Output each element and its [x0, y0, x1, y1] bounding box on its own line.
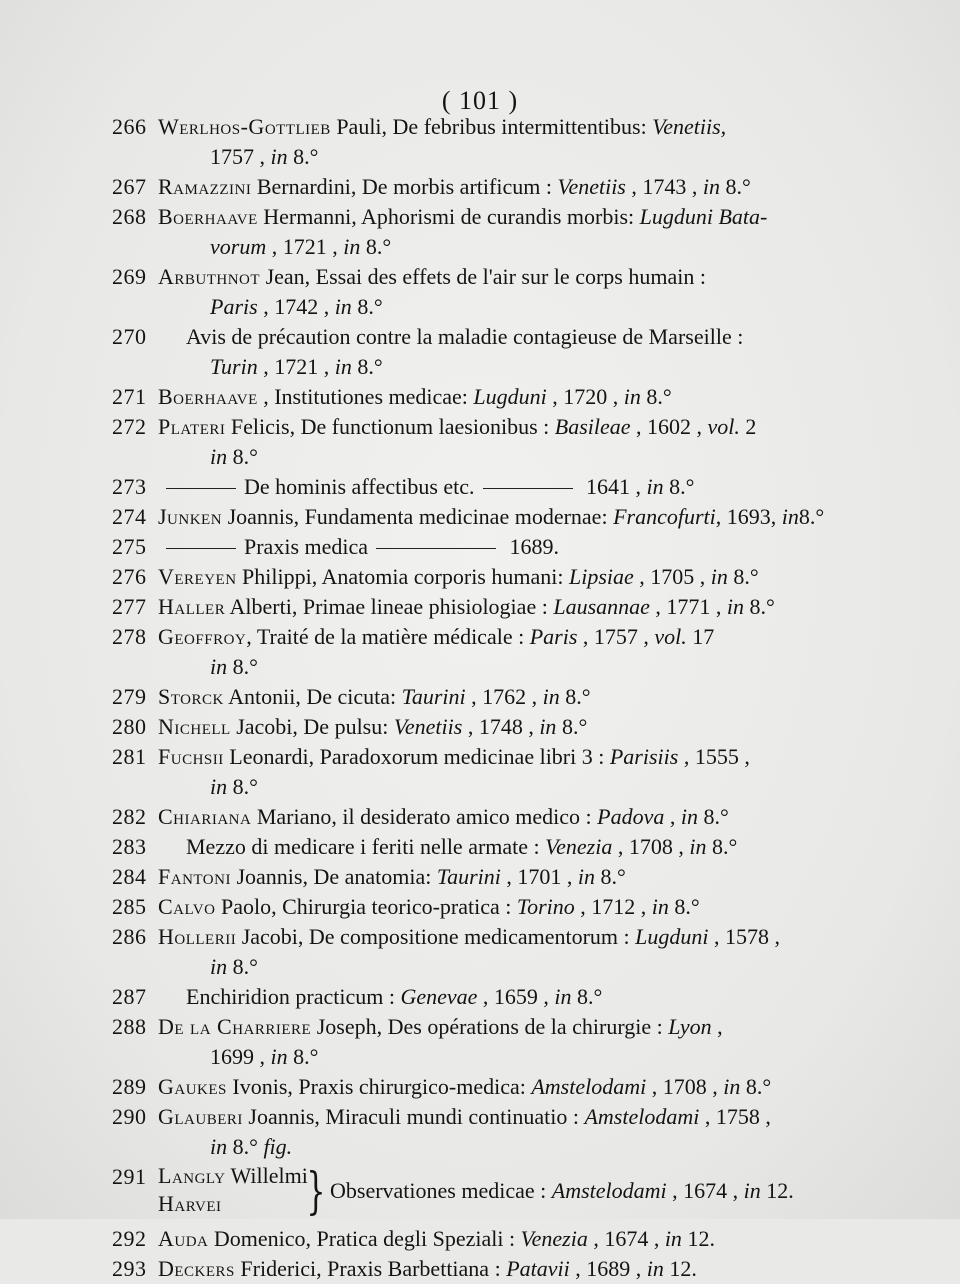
entry-number: 290	[112, 1104, 147, 1129]
work-title: , De functionum laesionibus :	[289, 414, 555, 439]
publication-year: , 1674 ,	[587, 1226, 665, 1251]
place-of-publication: Venetiis	[557, 174, 626, 199]
publication-year: , 1762 ,	[465, 684, 543, 709]
place-of-publication: Venezia	[545, 834, 613, 859]
format-size: 8.°	[351, 354, 383, 379]
format-size: 8.°	[571, 984, 603, 1009]
format-size: 12.	[760, 1178, 794, 1203]
author-name: Werlhos-Gottlieb	[158, 114, 331, 139]
publication-year: , 1674 ,	[666, 1178, 744, 1203]
format-prefix: in	[539, 714, 557, 739]
publication-year: , 1555 ,	[678, 744, 750, 769]
work-title: Enchiridion practicum :	[186, 984, 401, 1009]
place-of-publication: Lausannae	[553, 594, 650, 619]
work-title: , Praxis chirurgico-medica:	[287, 1074, 532, 1099]
publication-year: , 1578 ,	[708, 924, 781, 949]
place-of-publication: Taurini	[436, 864, 501, 889]
catalog-entry	[0, 802, 960, 832]
entry-line	[186, 982, 810, 1012]
work-title: , De cicuta:	[295, 684, 402, 709]
format-size: 8.°	[798, 504, 825, 529]
author-name: Langly	[158, 1163, 226, 1188]
format-prefix: in	[689, 834, 707, 859]
entry-number: 272	[112, 414, 147, 439]
entry-line	[158, 172, 810, 202]
author-given-name: Jacobi	[236, 924, 298, 949]
catalog-entry	[0, 622, 960, 682]
publication-year: , 1758 ,	[699, 1104, 771, 1129]
author-given-name: Bernardini	[251, 174, 351, 199]
format-size: 8.°	[744, 594, 775, 619]
author-name: Haller	[158, 594, 226, 619]
catalog-entry	[0, 682, 960, 712]
entry-line	[158, 1012, 810, 1042]
catalog-entry	[0, 922, 960, 982]
format-prefix: in	[542, 684, 560, 709]
figures-note: fig.	[263, 1134, 293, 1159]
entry-continuation	[210, 1042, 318, 1072]
place-of-publication: Lyon	[668, 1014, 712, 1039]
publication-year: , 1659 ,	[477, 984, 555, 1009]
page-number: ( 101 )	[441, 86, 519, 115]
format-size: 8.°	[595, 864, 626, 889]
place-of-publication: vorum	[210, 234, 267, 259]
place-of-publication: Paris	[210, 294, 258, 319]
catalog-entry	[0, 982, 960, 1012]
entry-line	[158, 112, 810, 142]
publication-year: , 1771 ,	[649, 594, 727, 619]
entry-line	[158, 262, 810, 292]
author-given-name: Domenico	[208, 1226, 306, 1251]
entry-continuation	[210, 952, 258, 982]
place-of-publication: Amstelodami	[531, 1074, 647, 1099]
format-prefix: in	[702, 174, 720, 199]
catalog-entry	[0, 892, 960, 922]
author-name: Boerhaave	[158, 204, 258, 229]
entry-number: 288	[112, 1014, 147, 1039]
format-size: 8.°	[640, 384, 672, 409]
format-size: 8.°	[351, 294, 383, 319]
format-prefix: in	[646, 1256, 664, 1281]
work-title: , De febribus intermittentibus:	[381, 114, 653, 139]
format-prefix: in	[334, 294, 352, 319]
place-of-publication: Taurini	[401, 684, 466, 709]
entry-continuation	[210, 142, 318, 172]
catalog-entry	[0, 1072, 960, 1102]
work-title: , De anatomia:	[302, 864, 437, 889]
author-given-name: Ivonis	[226, 1074, 288, 1099]
entry-line	[158, 382, 810, 412]
format-size: 8.°	[227, 1134, 264, 1159]
brace-symbol: }	[306, 1162, 326, 1220]
publication-year: , 1721 ,	[266, 234, 344, 259]
format-size: 8.°	[556, 714, 588, 739]
entry-number: 266	[112, 114, 147, 139]
publication-year: , 1602 ,	[630, 414, 708, 439]
catalog-entry	[0, 1254, 960, 1284]
author-name: Junken	[158, 504, 223, 529]
author-name: Auda	[158, 1226, 209, 1251]
catalog-entry	[0, 412, 960, 472]
publication-year: , 1708 ,	[612, 834, 690, 859]
format-prefix: in	[623, 384, 641, 409]
entry-number: 286	[112, 924, 147, 949]
format-prefix: in	[664, 1226, 682, 1251]
publication-year: , 1721 ,	[257, 354, 335, 379]
format-prefix: in	[210, 954, 228, 979]
publication-year: , 1743 ,	[625, 174, 703, 199]
entry-number: 279	[112, 684, 147, 709]
format-size: 8.°	[360, 234, 392, 259]
format-prefix: in	[210, 1134, 228, 1159]
entry-number: 282	[112, 804, 147, 829]
place-of-publication: Lugduni	[473, 384, 547, 409]
author-given-name: Willelmi	[225, 1163, 308, 1188]
publication-year: , 1701 ,	[500, 864, 578, 889]
entry-line	[158, 472, 810, 502]
work-title: , Primae lineae phisiologiae :	[291, 594, 554, 619]
catalog-entry	[0, 112, 960, 172]
ditto-rule	[166, 488, 236, 489]
entry-line	[158, 802, 810, 832]
work-title: Praxis medica	[244, 534, 369, 559]
publication-year: , 1712 ,	[574, 894, 652, 919]
author-name: Fuchsii	[158, 744, 224, 769]
format-size: 8.°	[559, 684, 591, 709]
format-prefix: in	[334, 354, 352, 379]
entry-line	[186, 832, 810, 862]
entry-number: 276	[112, 564, 147, 589]
format-prefix: vol.	[707, 414, 740, 439]
entry-line	[186, 322, 810, 352]
entry-number: 267	[112, 174, 147, 199]
entry-number: 274	[112, 504, 147, 529]
author-name: Nichell	[158, 714, 231, 739]
work-title: , Paradoxorum medicinae libri 3 :	[308, 744, 610, 769]
catalog-entry	[0, 562, 960, 592]
author-given-name: Antonii	[223, 684, 296, 709]
author-given-name: Philippi	[236, 564, 312, 589]
entry-line	[158, 1254, 810, 1284]
format-size: 12.	[681, 1226, 715, 1251]
entry-line	[158, 502, 825, 532]
catalog-entry	[0, 862, 960, 892]
ditto-rule	[166, 548, 236, 549]
entry-line	[158, 202, 810, 232]
format-prefix: in	[554, 984, 572, 1009]
publication-year: 1641 ,	[580, 474, 647, 499]
work-title: , Essai des effets de l'air sur le corps humain :	[304, 264, 706, 289]
work-title: , Chirurgia teorico-pratica :	[271, 894, 517, 919]
author-given-name: Leonardi	[223, 744, 309, 769]
entry-number: 268	[112, 204, 147, 229]
format-size: 8.°	[740, 1074, 772, 1099]
format-size: 8.°	[697, 804, 729, 829]
publication-year: , 1708 ,	[646, 1074, 724, 1099]
place-of-publication: Francofurti	[613, 504, 716, 529]
entry-line	[158, 562, 810, 592]
author-name: Geoffroy	[158, 624, 247, 649]
place-of-publication: Venetiis	[393, 714, 463, 739]
entry-line	[158, 1224, 810, 1254]
place-of-publication: Lipsiae	[568, 564, 634, 589]
publication-year: 1689.	[504, 534, 560, 559]
work-title: , De morbis artificum :	[350, 174, 558, 199]
publication-year: , 1693,	[715, 504, 782, 529]
author-name: Ramazzini	[158, 174, 252, 199]
work-title: Avis de précaution contre la maladie contagieuse de Marseille :	[186, 324, 744, 349]
ditto-rule	[376, 548, 496, 549]
format-prefix: in	[210, 654, 228, 679]
format-prefix: in	[270, 144, 288, 169]
author-name: Storck	[158, 684, 224, 709]
entry-line	[330, 1176, 794, 1206]
entry-line	[158, 532, 810, 562]
joint-authors	[158, 1162, 308, 1218]
format-size: 2	[739, 414, 757, 439]
work-title: , Miraculi mundi continuatio :	[314, 1104, 585, 1129]
entry-number: 281	[112, 744, 147, 769]
catalog-entry	[0, 712, 960, 742]
work-title: , Fundamenta medicinae modernae:	[293, 504, 614, 529]
author-given-name: Felicis	[225, 414, 290, 439]
catalog-entry	[0, 202, 960, 262]
catalog-entry	[0, 472, 960, 502]
catalog-entry	[0, 262, 960, 322]
format-size: 8.°	[287, 1044, 319, 1069]
place-of-publication: Lugduni Bata-	[639, 204, 768, 229]
format-prefix: in	[270, 1044, 288, 1069]
author-given-name: Paolo	[215, 894, 272, 919]
entry-continuation	[210, 292, 383, 322]
place-of-publication: Padova	[597, 804, 665, 829]
author-given-name: Jean	[260, 264, 305, 289]
author-given-name: Mariano	[251, 804, 332, 829]
author-given-name: Hermanni	[257, 204, 352, 229]
entry-continuation	[210, 442, 258, 472]
work-title: , Praxis Barbettiana :	[316, 1256, 507, 1281]
catalog-entry-braced	[0, 1162, 960, 1224]
format-size: 8.°	[227, 954, 258, 979]
work-title: Mezzo di medicare i feriti nelle armate :	[186, 834, 546, 859]
place-of-publication: Torino	[516, 894, 575, 919]
catalog-entry	[0, 592, 960, 622]
entry-continuation	[210, 652, 258, 682]
format-prefix: in	[577, 864, 595, 889]
publication-year: , 1689 ,	[569, 1256, 647, 1281]
entry-line	[158, 592, 810, 622]
entry-number: 270	[112, 324, 147, 349]
place-of-publication: Patavii	[506, 1256, 570, 1281]
entry-line	[158, 412, 810, 442]
catalog-entries	[0, 112, 960, 1284]
work-title: Observationes medicae :	[330, 1178, 552, 1203]
publication-year: , 1705 ,	[633, 564, 711, 589]
author-name: Fantoni	[158, 864, 231, 889]
publication-year: 1699 ,	[210, 1044, 271, 1069]
format-size: 17	[686, 624, 715, 649]
publication-year: ,	[664, 804, 681, 829]
author-name: Calvo	[158, 894, 216, 919]
work-title: , Traité de la matière médicale :	[246, 624, 530, 649]
publication-year: , 1720 ,	[546, 384, 624, 409]
place-of-publication: Amstelodami	[584, 1104, 700, 1129]
entry-number: 278	[112, 624, 147, 649]
catalog-entry	[0, 1102, 960, 1162]
format-prefix: in	[210, 774, 228, 799]
entry-number: 292	[112, 1226, 147, 1251]
format-size: 8.°	[227, 774, 258, 799]
format-prefix: in	[680, 804, 698, 829]
catalog-entry	[0, 532, 960, 562]
author-given-name: Joannis	[222, 504, 294, 529]
author-name: Plateri	[158, 414, 226, 439]
entry-number: 273	[112, 474, 147, 499]
catalog-entry	[0, 1224, 960, 1254]
author-name: Hollerii	[158, 924, 237, 949]
publication-year: ,	[711, 1014, 723, 1039]
entry-number: 280	[112, 714, 147, 739]
place-of-publication: Venezia	[520, 1226, 588, 1251]
catalog-entry	[0, 502, 960, 532]
entry-line	[158, 862, 810, 892]
entry-continuation	[210, 232, 391, 262]
entry-number: 271	[112, 384, 147, 409]
catalog-entry	[0, 172, 960, 202]
work-title: , De pulsu:	[292, 714, 394, 739]
author-given-name: Friderici	[234, 1256, 317, 1281]
author-given-name: Joseph	[311, 1014, 377, 1039]
format-size: 8.°	[227, 654, 258, 679]
place-of-publication: Basileae	[554, 414, 631, 439]
work-title: , il desiderato amico medico :	[331, 804, 598, 829]
entry-number: 283	[112, 834, 147, 859]
author-name: Gaukes	[158, 1074, 227, 1099]
catalog-entry	[0, 742, 960, 802]
entry-number: 275	[112, 534, 147, 559]
format-size: 12.	[663, 1256, 697, 1281]
entry-number: 293	[112, 1256, 147, 1281]
author-given-name: Jacobi	[230, 714, 293, 739]
entry-line	[158, 712, 810, 742]
entry-line	[158, 1102, 810, 1132]
author-name: Harvei	[158, 1191, 222, 1216]
entry-line	[158, 682, 810, 712]
author-name: Deckers	[158, 1256, 235, 1281]
publication-year: 1757 ,	[210, 144, 271, 169]
catalog-entry	[0, 1012, 960, 1072]
publication-year: , 1742 ,	[257, 294, 335, 319]
work-title: , De compositione medicamentorum :	[297, 924, 636, 949]
author-name: Glauberi	[158, 1104, 243, 1129]
format-prefix: in	[781, 504, 799, 529]
format-prefix: in	[726, 594, 745, 619]
author-given-name: Joannis	[242, 1104, 315, 1129]
format-prefix: in	[646, 474, 664, 499]
entry-number: 277	[112, 594, 147, 619]
author-name: Vereyen	[158, 564, 237, 589]
work-title: , Des opérations de la chirurgie :	[376, 1014, 669, 1039]
place-of-publication: Parisiis	[609, 744, 679, 769]
format-prefix: in	[210, 444, 228, 469]
format-size: 8.°	[727, 564, 759, 589]
format-size: 8.°	[668, 894, 700, 919]
format-prefix: in	[723, 1074, 741, 1099]
entry-line	[158, 1072, 810, 1102]
entry-number: 285	[112, 894, 147, 919]
catalog-entry	[0, 832, 960, 862]
author-given-name: Alberti	[225, 594, 292, 619]
format-prefix: vol.	[654, 624, 687, 649]
publication-year: , 1748 ,	[462, 714, 540, 739]
entry-number: 269	[112, 264, 147, 289]
entry-line	[158, 622, 810, 652]
work-title: De hominis affectibus etc.	[244, 474, 475, 499]
author-given-name: Pauli	[330, 114, 382, 139]
format-size: 8.°	[663, 474, 695, 499]
entry-continuation	[210, 772, 258, 802]
work-title: , Anatomia corporis humani:	[311, 564, 569, 589]
entry-line	[158, 892, 810, 922]
format-prefix: in	[651, 894, 669, 919]
ditto-rule	[483, 488, 573, 489]
entry-number: 289	[112, 1074, 147, 1099]
work-title: , Aphorismi de curandis morbis:	[351, 204, 640, 229]
format-size: 8.°	[227, 444, 258, 469]
format-prefix: in	[343, 234, 361, 259]
format-size: 8.°	[720, 174, 751, 199]
place-of-publication: Paris	[529, 624, 578, 649]
format-size: 8.°	[287, 144, 319, 169]
format-prefix: in	[710, 564, 728, 589]
place-of-publication: Turin	[210, 354, 258, 379]
format-size: 8.°	[706, 834, 738, 859]
place-of-publication: Lugduni	[635, 924, 709, 949]
entry-line	[158, 922, 810, 952]
author-given-name: Joannis	[230, 864, 303, 889]
entry-number: 287	[112, 984, 147, 1009]
entry-continuation	[210, 1132, 292, 1162]
author-name: Chiariana	[158, 804, 252, 829]
publication-year: , 1757 ,	[577, 624, 655, 649]
place-of-publication: Amstelodami	[551, 1178, 667, 1203]
entry-continuation	[210, 352, 383, 382]
format-prefix: in	[743, 1178, 761, 1203]
entry-line	[158, 742, 810, 772]
entry-number: 284	[112, 864, 147, 889]
author-name: Arbuthnot	[158, 264, 261, 289]
author-name: Boerhaave	[158, 384, 258, 409]
work-title: , Institutiones medicae:	[257, 384, 474, 409]
entry-number: 291	[112, 1164, 147, 1189]
catalog-entry	[0, 382, 960, 412]
author-name: De la Charriere	[158, 1014, 312, 1039]
place-of-publication: Genevae	[400, 984, 478, 1009]
place-of-publication: Venetiis,	[652, 114, 727, 139]
catalog-entry	[0, 322, 960, 382]
work-title: , Pratica degli Speziali :	[305, 1226, 521, 1251]
